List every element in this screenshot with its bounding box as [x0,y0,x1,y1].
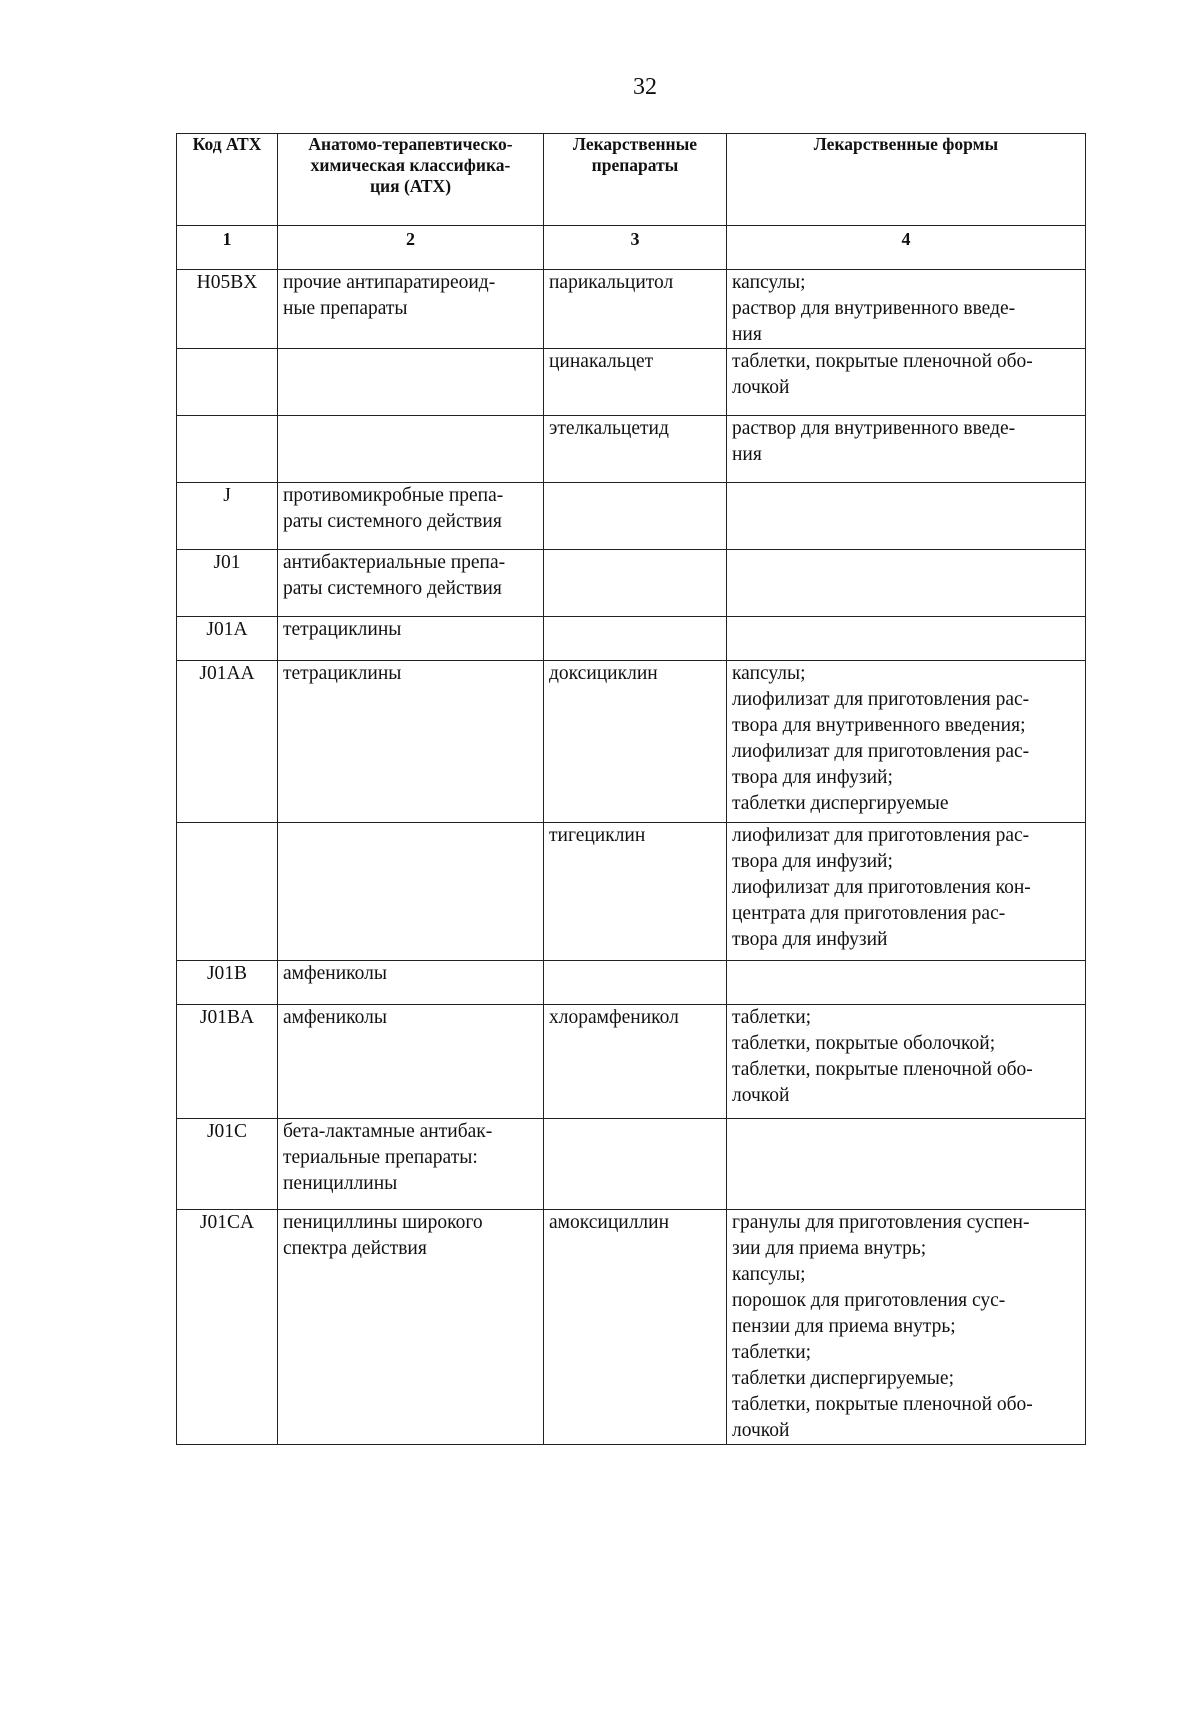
drug-cell [544,483,727,550]
drug-cell [544,961,727,1005]
drug-cell [544,823,727,961]
cell-line: парикальцитол [549,272,674,293]
atc-code-cell: J01 [177,550,278,617]
table-body [177,270,1086,1445]
atc-code-cell: J01C [177,1119,278,1210]
dosage-forms-cell [727,416,1086,483]
cell-line: ные препараты [283,298,408,319]
header-drugs [544,134,727,226]
cell-line: капсулы; [732,272,806,293]
dosage-forms-cell [727,961,1086,1005]
table-row [177,823,1086,961]
column-number: 2 [278,226,544,270]
atc-code-cell [177,349,278,416]
dosage-forms-cell [727,1210,1086,1445]
cell-line: таблетки; [732,1342,812,1363]
drug-cell [544,270,727,349]
table-header [177,134,1086,270]
table-row [177,550,1086,617]
cell-line: хлорамфеникол [549,1007,679,1028]
cell-line: раствор для внутривенного введе- [732,298,1016,319]
cell-line: амоксициллин [549,1212,670,1233]
table-row [177,661,1086,823]
cell-line: тигециклин [549,825,646,846]
cell-line: раты системного действия [283,511,502,532]
cell-line: лочкой [732,1420,790,1441]
column-number: 3 [544,226,727,270]
cell-line: антибактериальные препа- [283,552,506,573]
cell-line: таблетки, покрытые пленочной обо- [732,1394,1033,1415]
classification-cell [278,961,544,1005]
drug-cell [544,416,727,483]
cell-line: лиофилизат для приготовления рас- [732,741,1030,762]
cell-line: таблетки; [732,1007,812,1028]
header-row [177,134,1086,226]
atc-code-cell [177,823,278,961]
header-line: химическая классифика- [310,155,511,175]
dosage-forms-cell [727,661,1086,823]
classification-cell [278,349,544,416]
drug-cell [544,1005,727,1119]
cell-line: прочие антипаратиреоид- [283,272,496,293]
header-line: Код АТХ [192,134,262,154]
cell-line: раты системного действия [283,578,502,599]
table-row [177,1119,1086,1210]
dosage-forms-cell [727,823,1086,961]
cell-line: цинакальцет [549,351,654,372]
classification-cell [278,550,544,617]
table-row [177,270,1086,349]
drug-cell [544,1210,727,1445]
atc-code-cell: J [177,483,278,550]
dosage-forms-cell [727,1005,1086,1119]
classification-cell [278,1119,544,1210]
header-forms [727,134,1086,226]
table-row [177,349,1086,416]
cell-line: лиофилизат для приготовления кон- [732,877,1031,898]
cell-line: твора для инфузий; [732,767,893,788]
classification-cell [278,661,544,823]
dosage-forms-cell [727,617,1086,661]
header-line: Анатомо-терапевтическо- [308,134,513,154]
header-line: Лекарственные [572,134,698,154]
classification-cell [278,416,544,483]
cell-line: гранулы для приготовления суспен- [732,1212,1030,1233]
cell-line: этелкальцетид [549,418,669,439]
cell-line: пенициллины широкого [283,1212,483,1233]
classification-cell [278,1005,544,1119]
cell-line: раствор для внутривенного введе- [732,418,1016,439]
classification-cell [278,270,544,349]
drug-cell [544,661,727,823]
atc-code-cell: J01BA [177,1005,278,1119]
cell-line: спектра действия [283,1238,427,1259]
cell-line: таблетки, покрытые пленочной обо- [732,1059,1033,1080]
cell-line: амфениколы [283,1007,387,1028]
classification-cell [278,1210,544,1445]
dosage-forms-cell [727,349,1086,416]
cell-line: пенициллины [283,1173,398,1194]
header-line: ция (АТХ) [369,176,452,196]
table-row [177,1005,1086,1119]
atc-drug-table [176,133,1086,1445]
dosage-forms-cell [727,270,1086,349]
classification-cell [278,483,544,550]
column-number-row [177,226,1086,270]
cell-line: ния [732,324,762,345]
table-row [177,483,1086,550]
table-row [177,961,1086,1005]
cell-line: порошок для приготовления сус- [732,1290,1006,1311]
atc-code-cell: J01CA [177,1210,278,1445]
cell-line: лиофилизат для приготовления рас- [732,689,1030,710]
header-classification [278,134,544,226]
cell-line: капсулы; [732,1264,806,1285]
classification-cell [278,823,544,961]
cell-line: таблетки диспергируемые; [732,1368,954,1389]
cell-line: ния [732,444,762,465]
table-row [177,1210,1086,1445]
drug-cell [544,1119,727,1210]
cell-line: зии для приема внутрь; [732,1238,927,1259]
cell-line: доксициклин [549,663,658,684]
cell-line: капсулы; [732,663,806,684]
cell-line: бета-лактамные антибак- [283,1121,493,1142]
cell-line: лочкой [732,1085,790,1106]
classification-cell [278,617,544,661]
cell-line: таблетки, покрытые пленочной обо- [732,351,1033,372]
cell-line: тетрациклины [283,619,402,640]
header-line: Лекарственные формы [813,134,999,154]
dosage-forms-cell [727,1119,1086,1210]
dosage-forms-cell [727,483,1086,550]
atc-code-cell [177,416,278,483]
drug-cell [544,617,727,661]
atc-code-cell: J01B [177,961,278,1005]
cell-line: лочкой [732,377,790,398]
cell-line: противомикробные препа- [283,485,504,506]
cell-line: твора для инфузий; [732,851,893,872]
table-row [177,617,1086,661]
atc-code-cell: J01AA [177,661,278,823]
dosage-forms-cell [727,550,1086,617]
cell-line: твора для инфузий [732,929,888,950]
cell-line: амфениколы [283,963,387,984]
atc-code-cell: H05BX [177,270,278,349]
cell-line: тетрациклины [283,663,402,684]
column-number: 4 [727,226,1086,270]
table-row [177,416,1086,483]
cell-line: таблетки, покрытые оболочкой; [732,1033,996,1054]
column-number: 1 [177,226,278,270]
cell-line: пензии для приема внутрь; [732,1316,956,1337]
header-code [177,134,278,226]
atc-code-cell: J01A [177,617,278,661]
cell-line: центрата для приготовления рас- [732,903,1006,924]
cell-line: териальные препараты: [283,1147,478,1168]
cell-line: таблетки диспергируемые [732,793,949,814]
drug-cell [544,349,727,416]
header-line: препараты [591,155,679,175]
drug-cell [544,550,727,617]
cell-line: лиофилизат для приготовления рас- [732,825,1030,846]
page-number: 32 [633,74,657,100]
cell-line: твора для внутривенного введения; [732,715,1026,736]
